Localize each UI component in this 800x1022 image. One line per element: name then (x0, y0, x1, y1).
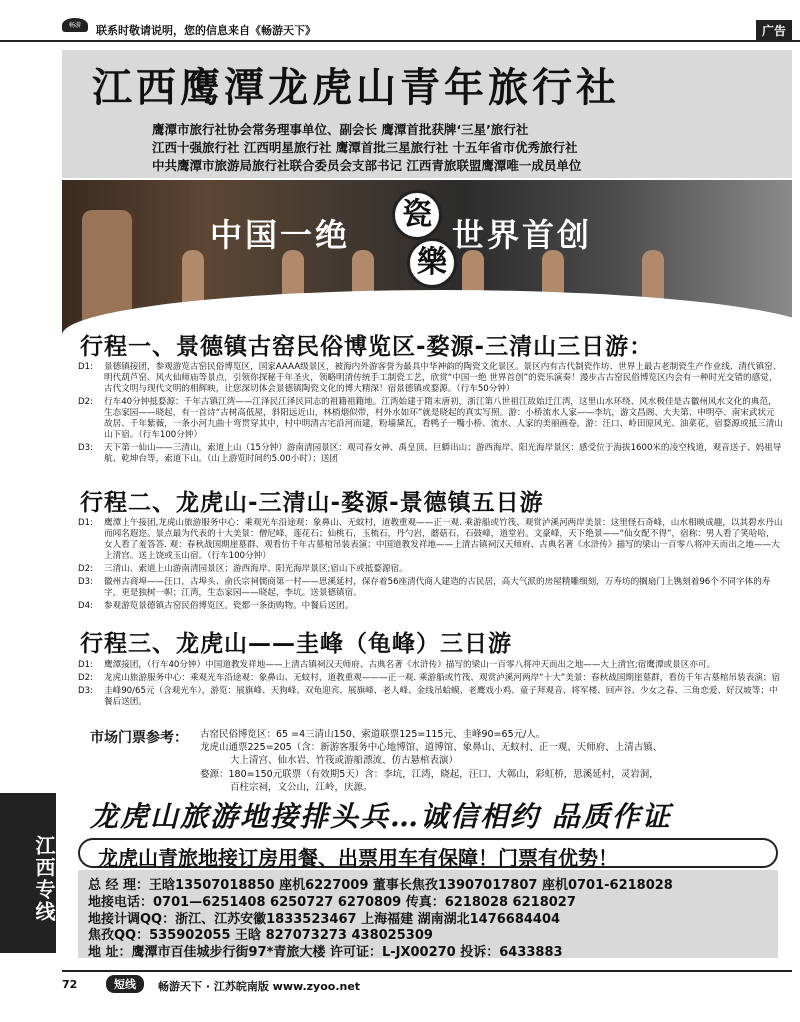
seal-bottom: 樂 (407, 238, 457, 288)
contact-line: 地接计调QQ：浙江、江苏安徽1833523467 上海福建 湖南湖北1476684404 (88, 912, 561, 927)
banner-text: 龙虎山青旅地接订房用餐、出票用车有保障！门票有优势！ (98, 846, 618, 870)
route-2-days (78, 518, 783, 614)
contact-line: 地 址：鹰潭市百佳城步行街97*青旅大楼 许可证：L-JX00270 投诉：6433883 (88, 945, 563, 960)
day-item: D1: 鹰潭上午接团,龙虎山旅游服务中心：乘观光车沿途观：象鼻山、无蚊村，道教重观——正一观. 乘游船或竹筏、观赏泸溪河两岸美景：这里怪石奇峰，山水相映成趣，以其碧水丹山而闻名遐迩。景点最为代表的十大美景：僧尼峰，莲花石；仙桃石，玉梳石，丹勺岩，蘑菇石，石鼓峰，道堂岩。文豪峰，天下绝景——“仙女配不得”，宿称：男人看了笑哈哈，女人看了羞答答. 观：春秋战国期崖墓群、观看仿千年古墓棺吊装表演；中国道教发祥地——上清古镇祠汉天师府、古典名著《水浒传》描写的梁山一百零八将冲天而出之地——大上清宫。送上饶或玉山宿。（行车100分钟） (78, 518, 783, 561)
day-item: D1: 鹰潭接团，（行车40分钟）中国道教发祥地——上清古镇祠汉天师府、古典名著《水浒传》描写的梁山一百零八将冲天而出之地——大上清宫;宿鹰潭或景区亦可。 (78, 660, 716, 670)
price-row: 龙虎山通票225=205（含：新游客服务中心地博馆、道博馆、象鼻山、无蚊村、正一观、天师府、上清古镇、 (200, 742, 663, 753)
ad-tag: 广告 (756, 20, 792, 41)
credential-line: 江西十强旅行社 江西明星旅行社 鹰潭首批三星旅行社 十五年省市优秀旅行社 (152, 140, 578, 155)
magazine-logo: 畅游 (62, 18, 88, 32)
route-3-title: 行程三、龙虎山——圭峰（龟峰）三日游 (80, 631, 512, 657)
page-number: 72 (62, 978, 78, 991)
page-footer (62, 970, 792, 996)
motto-text: 龙虎山旅游地接排头兵…诚信相约 品质作证 (90, 800, 672, 833)
agency-title: 江西鹰潭龙虎山青年旅行社 (92, 65, 620, 111)
seal-top: 瓷 (392, 190, 442, 240)
contact-line: 地接电话：0701—6251408 6250727 6270809 传真：6218028 6218027 (88, 895, 576, 910)
service-banner (78, 838, 778, 868)
day-item: D2: 行车40分钟抵婺源：千年古镇江湾——江泽民江泽民同志的祖籍祖籍地。江湾始建于隋末唐初，浙江第八世祖江敌始迁江湾，这里山水环绕、风水极佳是古徽州风水文化的典范，生态家园——晓起，有一首诗“古树高低屋，斜阳远近山，林梢烟似带，村外水如环”就是晓起的真实写照。游：小桥流水人家——李坑，游文昌阁、大夫第、申明亭、南宋武状元故居、千年紫薇，一条小河九曲十弯贯穿其中，村中明清古宅沿河而建，粉墙黛瓦，看鸭子一嘴小桥、流水、人家的美丽画卷，游：汪口、岭田原风光、油菜花，宿婺源或抵三清山山下宿。（行车100分钟） (78, 397, 783, 440)
section-sidebar: 江西专线 (0, 793, 56, 953)
agency-header (62, 50, 792, 178)
contact-line: 焦孜QQ：535902055 王晗 827073273 438025309 (88, 928, 433, 943)
credential-line: 中共鹰潭市旅游局旅行社联合委员会支部书记 江西青旅联盟鹰潭唯一成员单位 (152, 158, 582, 173)
price-row: 婺源：180=150元联票（有效期5天）含：李坑，江湾，晓起，汪口、大鄣山，彩虹桥，思溪延村，灵岩洞， (200, 769, 659, 780)
section-tag: 短线 (106, 975, 144, 993)
slogan-right: 世界首创 (452, 216, 593, 254)
credential-line: 鹰潭市旅行社协会常务理事单位、副会长 鹰潭首批获牌‘三星’旅行社 (152, 122, 529, 137)
route-3-days (78, 660, 783, 710)
slogan-left: 中国一绝 (210, 216, 351, 254)
day-item: D2: 龙虎山旅游服务中心：乘观光车沿途观：象鼻山、无蚊村，道教重观———正一观. 乘游船或竹筏、观赏泸溪河两岸“十大”美景：春秋战国期崖墓群，看仿千年古墓棺吊装表演；宿 (78, 673, 781, 683)
price-row: 大上清宫、仙水岩、竹筏或游船漂流、仿古悬棺表演） (230, 755, 459, 766)
day-item: D1: 景德镇接团，参观游览古窑民俗博览区，国家AAAA级景区，被海内外游客誉为最具中华神韵的陶瓷文化景区。景区内有古代制瓷作坊、世界上最古老制瓷生产作业线、清代镇窑、明代葫芦窑、风火仙师庙等景点，引领你探秘千年圣火，领略明清传统手工制瓷工艺，欣赏“中国一绝 世界首创”的瓷乐演奏！漫步古古窑民俗博览区内会有一种时光交错的感觉，古代文明与现代文明的相辉映，让您深切体会景德镇陶瓷文化的博大精深！宿景德镇或婺源。（行车50分钟） (78, 362, 782, 394)
contact-block (78, 870, 778, 958)
publication-info: 畅游天下 · 江苏皖南版 www.zyoo.net (158, 980, 361, 993)
day-item: D4: 参观游览景德镇古窑民俗博览区。瓷都一条街购物。中餐后送团。 (78, 601, 354, 611)
route-1-title: 行程一、景德镇古窑民俗博览区-婺源-三清山三日游： (80, 334, 654, 360)
contact-notice: 联系时敬请说明，您的信息来自《畅游天下》 (96, 24, 316, 37)
price-row: 古窑民俗博览区：65 =4三清山150、索道联票125=115元、圭峰90=65元/人。 (200, 729, 546, 740)
price-row: 百柱宗祠，文公山，江岭，庆源。 (230, 782, 373, 793)
route-1-days (78, 362, 783, 467)
day-item: D2: 三清山、索道上山游南清园景区；游西海岸、阳光海岸景区;宿山下或抵婺源宿。 (78, 564, 408, 574)
day-item: D3: 徽州古商埠——汪口，古埠头、俞氏宗祠儒商第一村——思溪延村，保存着56座清代商人建造的古民居，高大气派的房屋精雕细刻，万寿坊的搁扇门上镌刻着96个不同字体的寿字，更是独树一帜；江湾，生态家园——晓起，李坑。送景德镇宿。 (78, 577, 771, 598)
route-2-title: 行程二、龙虎山-三清山-婺源-景德镇五日游 (80, 490, 544, 516)
contact-line: 总 经 理：王晗13507018850 座机6227009 董事长焦孜13907017807 座机0701-6218028 (88, 878, 673, 893)
performance-photo (62, 180, 792, 340)
motto-strip (62, 793, 792, 835)
top-bar (0, 0, 800, 42)
day-item: D3: 圭峰90/65元（含观光车），游览：展旗峰、天狗峰、双龟迎宾、展旗峰、老人峰、金线吊蛤蟆、老鹰戏小鸡、童子拜观音、将军楼、回声谷、少女之春、三角恋爱、好汉坡等；中餐后送团。 (78, 686, 778, 707)
day-item: D3: 天下第一仙山——三清山，索道上山（15分钟）游南清园景区：观司春女神、禹皇顶、巨蟒出山；游西海岸、阳光海岸景区：感受位于海拔1600米的凌空栈道，观音送子、妈祖导航、乾坤台等，索道下山。（山上游览时间约5.00小时）；送团 (78, 443, 782, 464)
prices-label: 市场门票参考： (90, 730, 188, 746)
